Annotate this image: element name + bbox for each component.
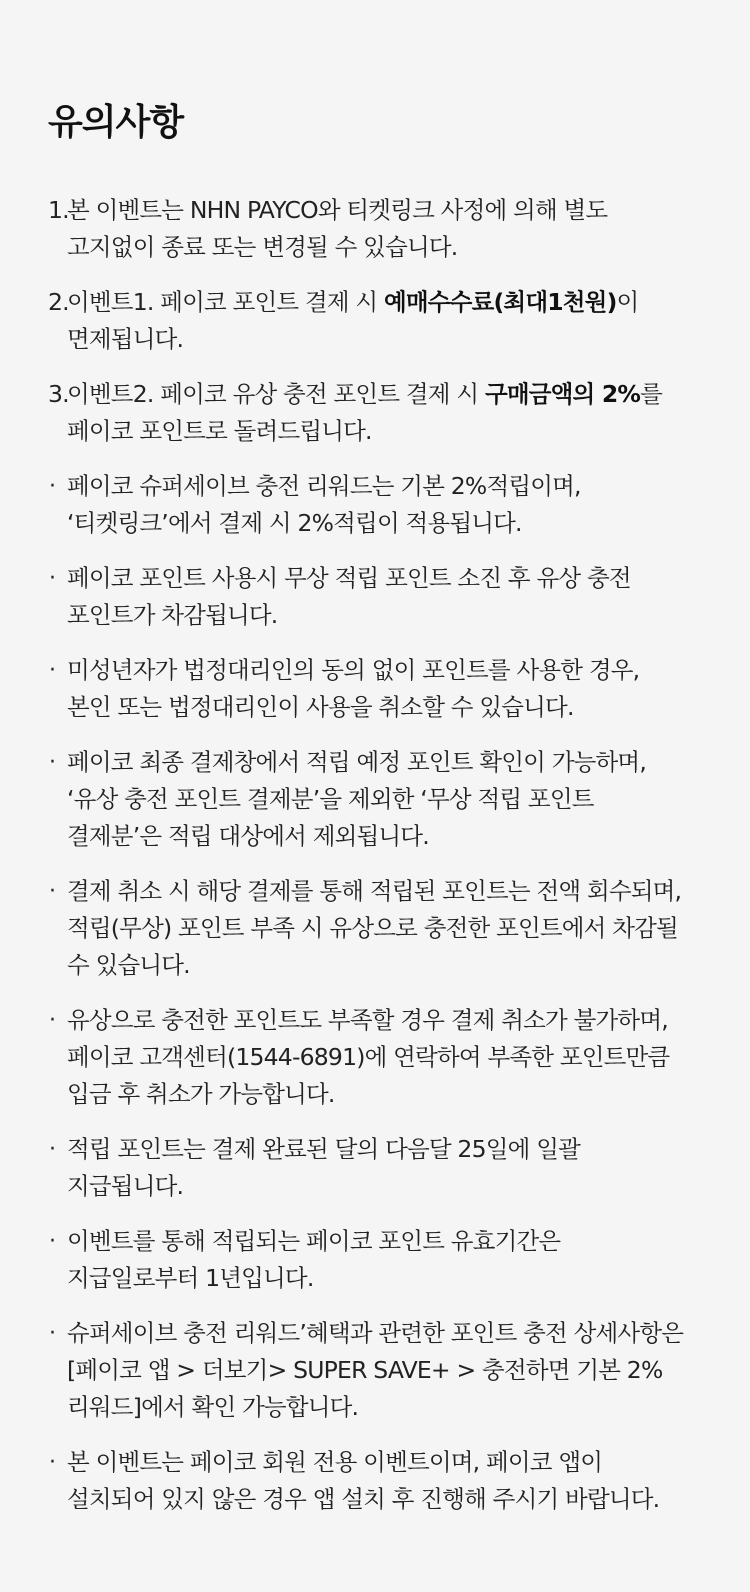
highlight-text: 예매수수료(최대1천원): [383, 288, 617, 316]
notice-item: [48, 1444, 688, 1518]
notice-text: 를 페이코 포인트로 돌려드립니다.: [67, 380, 663, 445]
bullet-icon: ·: [49, 1321, 56, 1346]
notice-text: 페이코 포인트 사용시 무상 적립 포인트 소진 후 유상 충전 포인트가 차감됩니다.: [67, 564, 631, 629]
notice-item: [48, 192, 688, 266]
notice-text: 이벤트2. 페이코 유상 충전 포인트 결제 시: [67, 380, 485, 408]
notice-text: 페이코 최종 결제창에서 적립 예정 포인트 확인이 가능하며, ‘유상 충전 포인트 결제분’을 제외한 ‘무상 적립 포인트 결제분’은 적립 대상에서 제외됩니다.: [67, 748, 646, 850]
notice-item: [48, 1002, 688, 1113]
notice-text: 이 면제됩니다.: [67, 288, 639, 353]
notice-item: [48, 652, 688, 726]
notice-item: [48, 873, 688, 984]
bullet-icon: ·: [49, 474, 56, 499]
notice-text: 본 이벤트는 페이코 회원 전용 이벤트이며, 페이코 앱이 설치되어 있지 않은 경우 앱 설치 후 진행해 주시기 바랍니다.: [67, 1448, 660, 1513]
notice-text: 페이코 슈퍼세이브 충전 리워드는 기본 2%적립이며, ‘티켓링크’에서 결제 시 2%적립이 적용됩니다.: [67, 472, 581, 537]
notice-text: 본 이벤트는 NHN PAYCO와 티켓링크 사정에 의해 별도 고지없이 종료 또는 변경될 수 있습니다.: [67, 196, 608, 261]
bullet-icon: ·: [49, 1137, 56, 1162]
item-number: 2.: [48, 288, 69, 316]
bullet-icon: ·: [49, 1450, 56, 1475]
notice-text: 적립 포인트는 결제 완료된 달의 다음달 25일에 일괄 지급됩니다.: [67, 1135, 581, 1200]
bullet-icon: ·: [49, 879, 56, 904]
bullet-icon: ·: [49, 658, 56, 683]
highlight-text: 구매금액의 2%: [484, 380, 641, 408]
notice-item: [48, 376, 688, 450]
notice-list: [48, 192, 688, 1536]
bullet-icon: ·: [49, 750, 56, 775]
bullet-icon: ·: [49, 1008, 56, 1033]
notice-text: 유상으로 충전한 포인트도 부족할 경우 결제 취소가 불가하며, 페이코 고객센터(1544-6891)에 연락하여 부족한 포인트만큼 입금 후 취소가 가능합니다.: [67, 1006, 670, 1108]
notice-item: [48, 284, 688, 358]
page-title: 유의사항: [48, 102, 184, 143]
bullet-icon: ·: [49, 566, 56, 591]
notice-item: [48, 560, 688, 634]
notice-text: 미성년자가 법정대리인의 동의 없이 포인트를 사용한 경우, 본인 또는 법정대리인이 사용을 취소할 수 있습니다.: [67, 656, 640, 721]
notice-text: 이벤트를 통해 적립되는 페이코 포인트 유효기간은 지급일로부터 1년입니다.: [67, 1227, 561, 1292]
notice-item: [48, 1223, 688, 1297]
notice-item: [48, 1315, 688, 1426]
notice-text: 슈퍼세이브 충전 리워드’혜택과 관련한 포인트 충전 상세사항은 [페이코 앱 > 더보기> SUPER SAVE+ > 충전하면 기본 2%리워드]에서 확인 가능합니다.: [67, 1319, 684, 1421]
notice-item: [48, 468, 688, 542]
bullet-icon: ·: [49, 1229, 56, 1254]
notice-text: 결제 취소 시 해당 결제를 통해 적립된 포인트는 전액 회수되며, 적립(무상) 포인트 부족 시 유상으로 충전한 포인트에서 차감될 수 있습니다.: [67, 877, 682, 979]
item-number: 1.: [48, 196, 69, 224]
notice-item: [48, 1131, 688, 1205]
notice-text: 이벤트1. 페이코 포인트 결제 시: [67, 288, 384, 316]
item-number: 3.: [48, 380, 69, 408]
notice-item: [48, 744, 688, 855]
